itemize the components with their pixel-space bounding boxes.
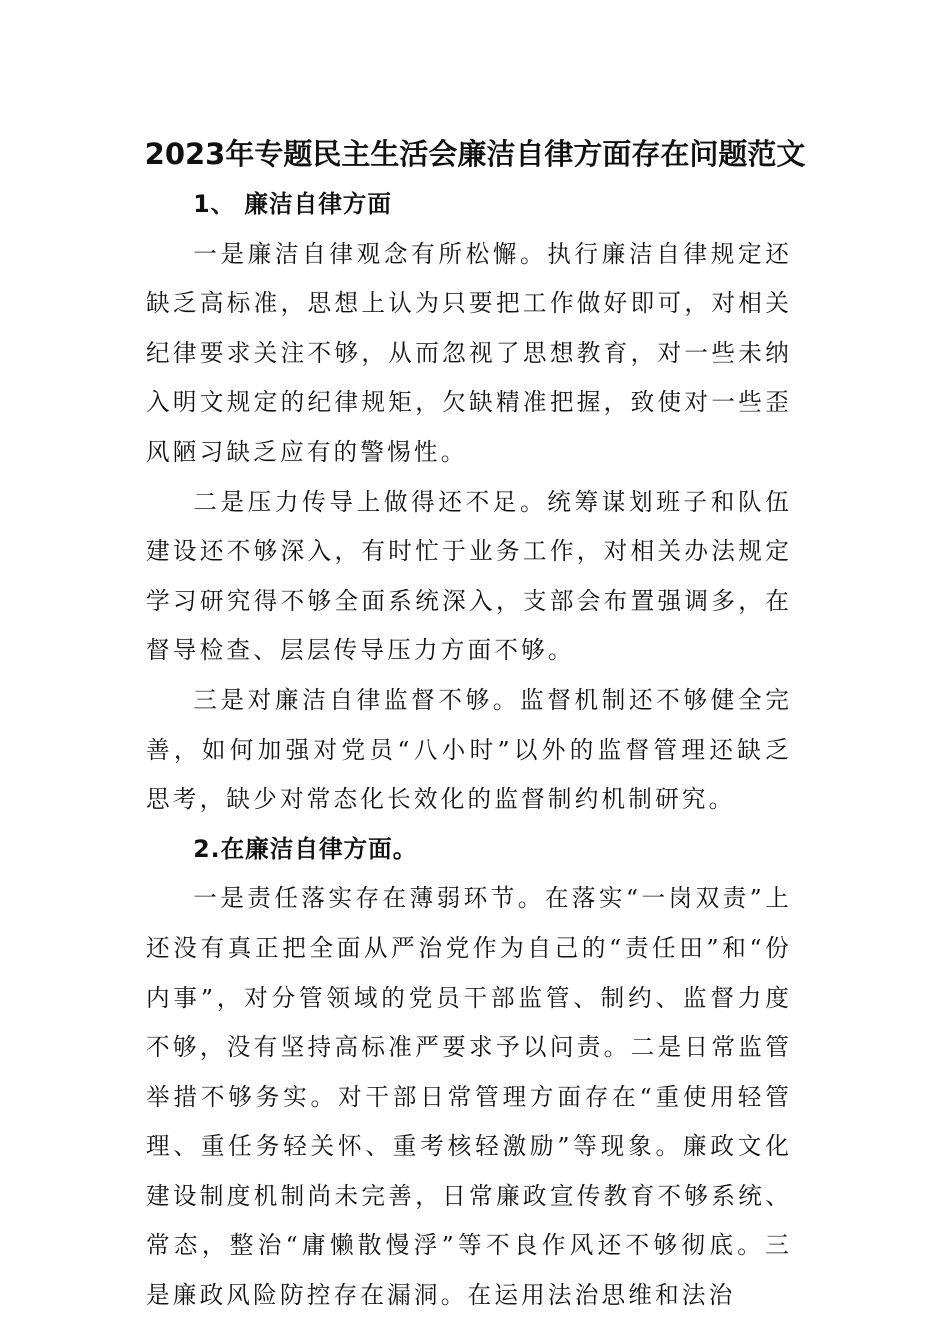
document-body (146, 180, 792, 1321)
paragraph: 三是对廉洁自律监督不够。监督机制还不够健全完善，如何加强对党员“八小时”以外的监督管理还缺乏思考，缺少对常态化长效化的监督制约机制研究。 (146, 685, 792, 814)
section-heading-2: 2.在廉洁自律方面。 (193, 834, 418, 863)
paragraph: 一是廉洁自律观念有所松懈。执行廉洁自律规定还缺乏高标准，思想上认为只要把工作做好即可，对相关纪律要求关注不够，从而忽视了思想教育，对一些未纳入明文规定的纪律规矩，欠缺精准把握，致使对一些歪风陋习缺乏应有的警惕性。 (146, 239, 792, 466)
paragraph: 二是压力传导上做得还不足。统筹谋划班子和队伍建设还不够深入，有时忙于业务工作，对相关办法规定学习研究得不够全面系统深入，支部会布置强调多，在督导检查、层层传导压力方面不够。 (146, 487, 792, 665)
section-heading-1: 1、 廉洁自律方面 (193, 190, 392, 218)
document-title: 2023年专题民主生活会廉洁自律方面存在问题范文 (144, 137, 806, 171)
paragraph: 一是责任落实存在薄弱环节。在落实“一岗双责”上还没有真正把全面从严治党作为自己的“责任田”和“份内事”，对分管领域的党员干部监管、制约、监督力度不够，没有坚持高标准严要求予以问责。二是日常监管举措不够务实。对干部日常管理方面存在“重使用轻管理、重任务轻关怀、重考核轻激励”等现象。廉政文化建设制度机制尚未完善，日常廉政宣传教育不够系统、常态，整治“庸懒散慢浮”等不良作风还不够彻底。三是廉政风险防控存在漏洞。在运用法治思维和法治 (146, 884, 792, 1310)
